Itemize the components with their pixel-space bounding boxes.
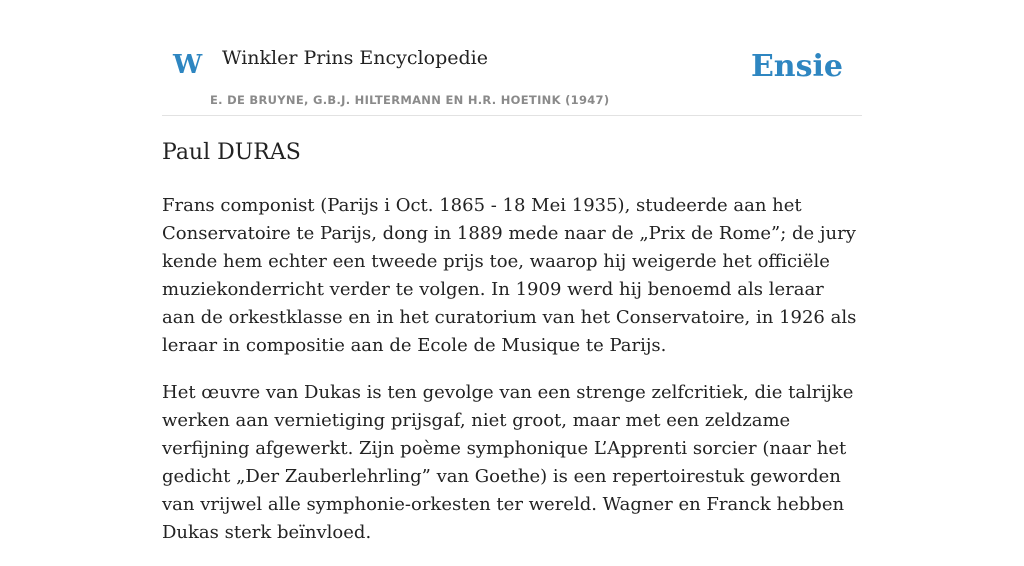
article-paragraph: Het œuvre van Dukas is ten gevolge van een strenge zelfcritiek, die talrijke werken aan vernietiging prijsgaf, niet groot, maar met een zeldzame verfijning afgewerkt. Zijn poème symphonique L’Apprenti sorcier (naar het gedicht „Der Zauberlehrling” van Goethe) is een repertoirestuk geworden van vrijwel alle symphonie-orkesten ter wereld. Wagner en Franck hebben Dukas sterk beïnvloed. <box>162 382 854 543</box>
article-paragraph: Frans componist (Parijs i Oct. 1865 - 18 Mei 1935), studeerde aan het Conservatoire te Parijs, dong in 1889 mede naar de „Prix de Rome”; de jury kende hem echter een tweede prijs toe, waarop hij weigerde het officiële muziekonderricht verder te volgen. In 1909 werd hij benoemd als leraar aan de orkestklasse en in het curatorium van het Conservatoire, in 1926 als leraar in compositie aan de Ecole de Musique te Parijs. <box>162 195 857 356</box>
article-body <box>162 192 862 566</box>
winkler-prins-logo[interactable]: W <box>173 50 203 80</box>
site-header <box>162 0 862 116</box>
site-title[interactable]: Winkler Prins Encyclopedie <box>222 47 488 69</box>
article-title: Paul DURAS <box>162 140 301 165</box>
page <box>162 0 862 543</box>
site-subtitle: E. DE BRUYNE, G.B.J. HILTERMANN EN H.R. HOETINK (1947) <box>210 93 610 107</box>
ensie-brand-link[interactable]: Ensie <box>750 49 843 84</box>
